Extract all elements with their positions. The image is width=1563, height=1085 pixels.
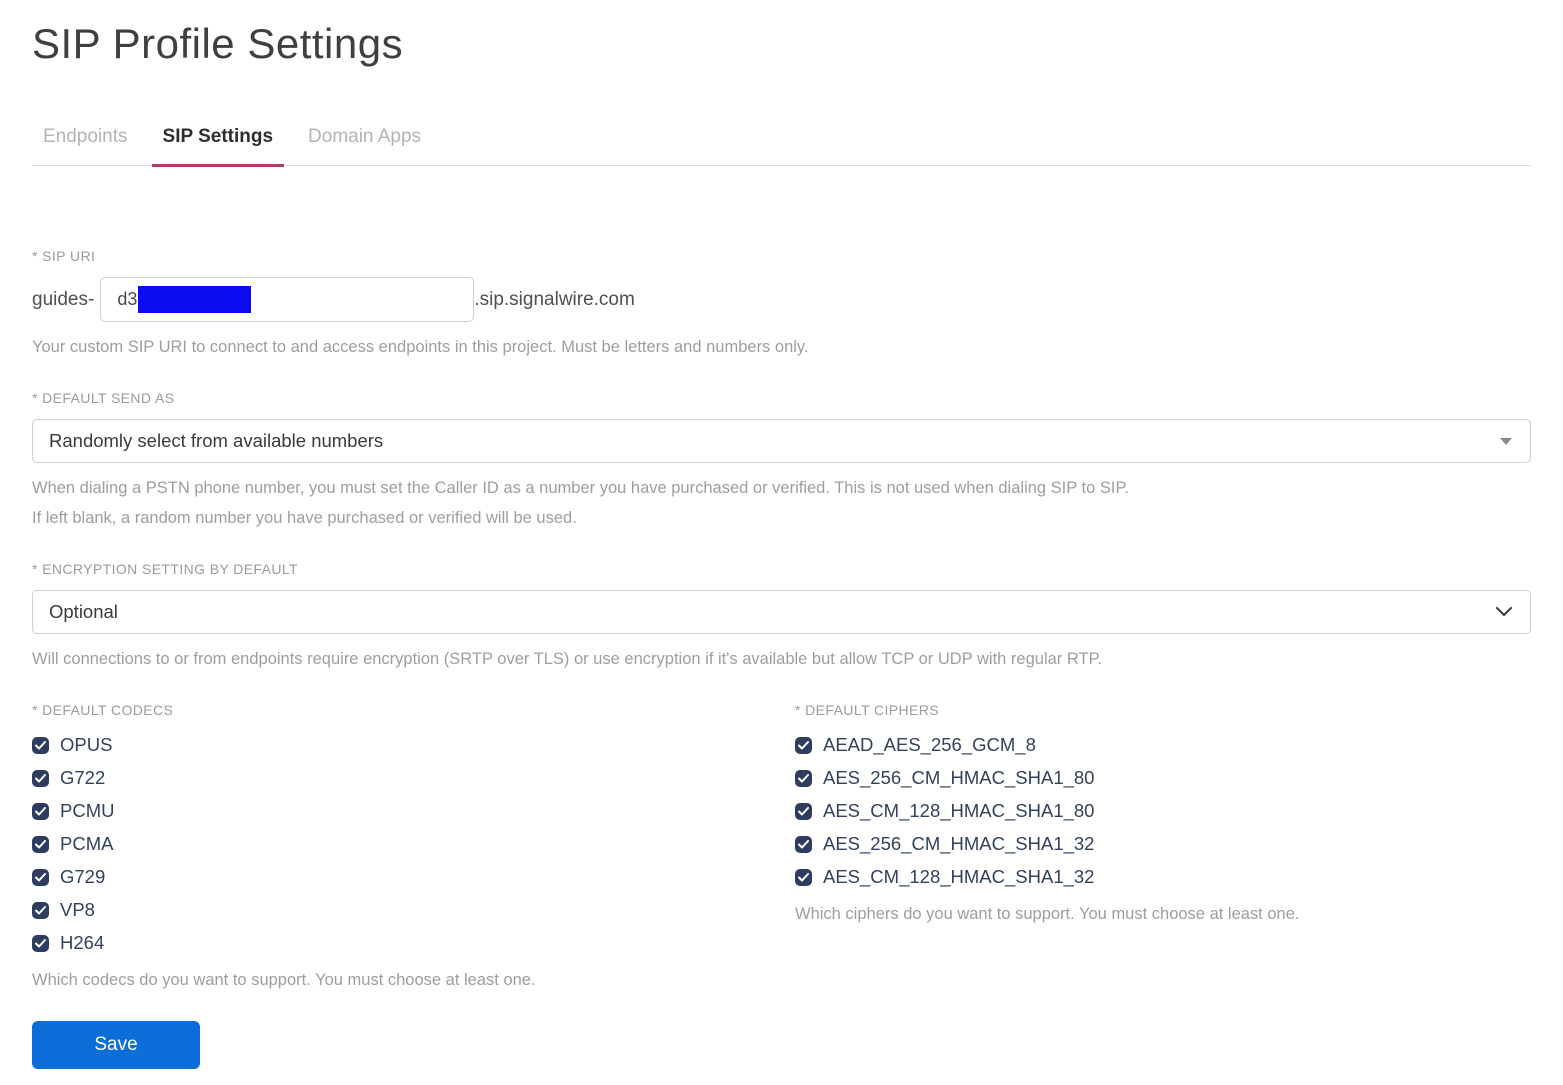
default-send-as-help <box>32 473 1531 533</box>
codec-row-h264[interactable] <box>32 932 795 954</box>
save-button[interactable]: Save <box>32 1021 200 1069</box>
cipher-label: AES_CM_128_HMAC_SHA1_32 <box>823 866 1095 887</box>
redacted-value <box>138 286 251 313</box>
sip-uri-help: Your custom SIP URI to connect to and access endpoints in this project. Must be letters and numbers only. <box>32 338 809 356</box>
codecs-help: Which codecs do you want to support. You must choose at least one. <box>32 971 536 989</box>
codecs-list <box>32 734 795 954</box>
default-send-as-label: * DEFAULT SEND AS <box>32 390 175 406</box>
tab-domain-apps[interactable]: Domain Apps <box>308 126 422 147</box>
checkbox-checked-icon[interactable] <box>32 770 49 787</box>
sip-uri-input[interactable] <box>100 277 474 322</box>
ciphers-label: * DEFAULT CIPHERS <box>795 702 939 718</box>
sip-uri-section <box>32 248 1531 362</box>
encryption-section <box>32 561 1531 674</box>
codec-label: G722 <box>60 767 106 788</box>
tab-bar <box>32 126 1531 166</box>
codec-label: PCMU <box>60 800 115 821</box>
checkbox-checked-icon[interactable] <box>32 803 49 820</box>
checkbox-checked-icon[interactable] <box>32 836 49 853</box>
codec-row-g722[interactable] <box>32 767 795 789</box>
default-send-as-help-line2: If left blank, a random number you have purchased or verified will be used. <box>32 509 577 527</box>
cipher-label: AES_256_CM_HMAC_SHA1_32 <box>823 833 1095 854</box>
codec-label: G729 <box>60 866 106 887</box>
sip-uri-suffix: .sip.signalwire.com <box>474 288 635 310</box>
checkbox-checked-icon[interactable] <box>795 737 812 754</box>
sip-uri-label: * SIP URI <box>32 248 96 264</box>
checkbox-checked-icon[interactable] <box>32 869 49 886</box>
encryption-value: Optional <box>49 601 118 622</box>
page-container <box>0 16 1563 1069</box>
cipher-row-aes-cm-128-hmac-sha1-80[interactable] <box>795 800 1531 822</box>
checkbox-checked-icon[interactable] <box>795 869 812 886</box>
page-title: SIP Profile Settings <box>32 20 404 67</box>
default-send-as-select[interactable] <box>32 419 1531 463</box>
encryption-help: Will connections to or from endpoints require encryption (SRTP over TLS) or use encryption if it's available but allow TCP or UDP with regular RTP. <box>32 650 1103 668</box>
codecs-column <box>32 702 795 1069</box>
cipher-row-aes-cm-128-hmac-sha1-32[interactable] <box>795 866 1531 888</box>
sip-uri-prefix: guides- <box>32 288 95 310</box>
codec-label: VP8 <box>60 899 95 920</box>
sip-uri-input-value: d3 <box>117 289 138 309</box>
codec-cipher-columns <box>32 702 1531 1069</box>
codec-row-pcmu[interactable] <box>32 800 795 822</box>
encryption-select[interactable] <box>32 590 1531 634</box>
codecs-label: * DEFAULT CODECS <box>32 702 174 718</box>
ciphers-list <box>795 734 1531 888</box>
cipher-row-aes-256-cm-hmac-sha1-80[interactable] <box>795 767 1531 789</box>
checkbox-checked-icon[interactable] <box>32 902 49 919</box>
cipher-row-aead-aes-256-gcm-8[interactable] <box>795 734 1531 756</box>
default-send-as-value: Randomly select from available numbers <box>49 430 384 451</box>
checkbox-checked-icon[interactable] <box>795 803 812 820</box>
tab-sip-settings[interactable]: SIP Settings <box>152 126 285 167</box>
checkbox-checked-icon[interactable] <box>32 737 49 754</box>
caret-down-icon <box>1500 438 1512 445</box>
codec-row-g729[interactable] <box>32 866 795 888</box>
encryption-label: * ENCRYPTION SETTING BY DEFAULT <box>32 561 299 577</box>
ciphers-help: Which ciphers do you want to support. You must choose at least one. <box>795 905 1300 923</box>
cipher-label: AES_CM_128_HMAC_SHA1_80 <box>823 800 1095 821</box>
default-send-as-section <box>32 390 1531 533</box>
cipher-label: AES_256_CM_HMAC_SHA1_80 <box>823 767 1095 788</box>
default-send-as-help-line1: When dialing a PSTN phone number, you must set the Caller ID as a number you have purchased or verified. This is not used when dialing SIP to SIP. <box>32 479 1129 497</box>
chevron-down-icon <box>1496 607 1512 617</box>
ciphers-column <box>795 702 1531 1069</box>
checkbox-checked-icon[interactable] <box>795 770 812 787</box>
codec-row-opus[interactable] <box>32 734 795 756</box>
checkbox-checked-icon[interactable] <box>32 935 49 952</box>
codec-label: OPUS <box>60 734 113 755</box>
checkbox-checked-icon[interactable] <box>795 836 812 853</box>
codec-label: PCMA <box>60 833 114 854</box>
sip-uri-row <box>32 277 1531 322</box>
codec-row-vp8[interactable] <box>32 899 795 921</box>
tab-endpoints[interactable]: Endpoints <box>43 126 128 147</box>
cipher-row-aes-256-cm-hmac-sha1-32[interactable] <box>795 833 1531 855</box>
cipher-label: AEAD_AES_256_GCM_8 <box>823 734 1036 755</box>
codec-row-pcma[interactable] <box>32 833 795 855</box>
codec-label: H264 <box>60 932 105 953</box>
